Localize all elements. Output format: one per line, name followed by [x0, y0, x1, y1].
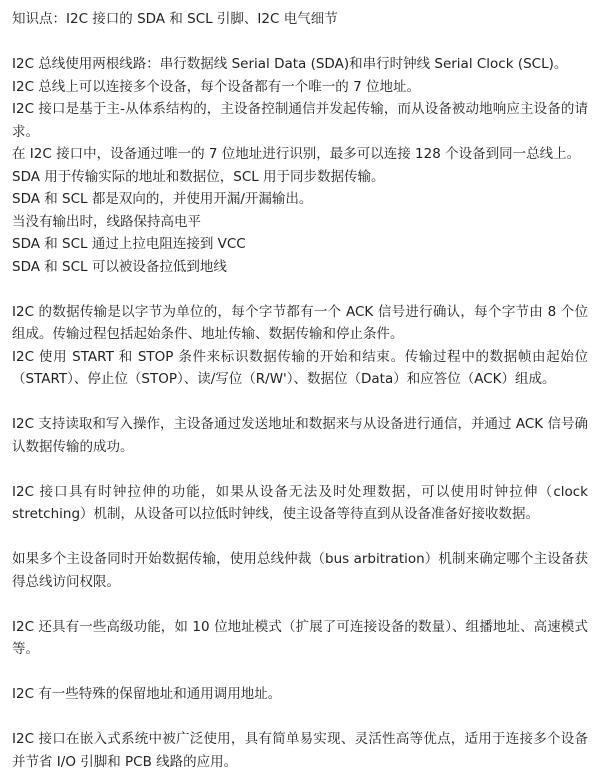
electrical-line-roles: SDA 用于传输实际的地址和数据位，SCL 用于同步数据传输。: [12, 168, 385, 185]
paragraph-byte-transfer: I2C 的数据传输是以字节为单位的，每个字节都有一个 ACK 信号进行确认，每个字节由 8 个位组成。传输过程包括起始条件、地址传输、数据传输和停止条件。: [12, 303, 588, 342]
spacer: [12, 593, 588, 616]
document-body: [12, 8, 588, 773]
intro-line-bus-lines: I2C 总线使用两根线路：串行数据线 Serial Data (SDA)和串行时钟线 Serial Clock (SCL)。: [12, 56, 568, 72]
topic-heading: 知识点：I2C 接口的 SDA 和 SCL 引脚、I2C 电气细节: [12, 11, 338, 27]
paragraph-reserved-addresses: I2C 有一些特殊的保留地址和通用调用地址。: [12, 686, 282, 702]
electrical-line-pull-low: SDA 和 SCL 可以被设备拉低到地线: [12, 258, 227, 275]
spacer: [12, 278, 588, 301]
spacer: [12, 31, 588, 54]
paragraph-embedded-usage: I2C 接口在嵌入式系统中被广泛使用，具有简单易实现、灵活性高等优点，适用于连接多个设备并节省 I/O 引脚和 PCB 线路的应用。: [12, 731, 588, 770]
paragraph-advanced-features: I2C 还具有一些高级功能，如 10 位地址模式（扩展了可连接设备的数量）、组播地址、高速模式等。: [12, 618, 588, 657]
spacer: [12, 391, 588, 414]
paragraph-addressing: 在 I2C 接口中，设备通过唯一的 7 位地址进行识别，最多可以连接 128 个设备到同一总线上。: [12, 146, 581, 162]
paragraph-read-write: I2C 支持读取和写入操作，主设备通过发送地址和数据来与从设备进行通信，并通过 ACK 信号确认数据传输的成功。: [12, 416, 588, 455]
spacer: [12, 661, 588, 684]
electrical-line-open-drain: SDA 和 SCL 都是双向的，并使用开漏/开漏输出。: [12, 191, 313, 207]
paragraph-bus-arbitration: 如果多个主设备同时开始数据传输，使用总线仲裁（bus arbitration）机制来确定哪个主设备获得总线访问权限。: [12, 551, 588, 590]
electrical-line-idle-high: 当没有输出时，线路保持高电平: [12, 213, 201, 230]
paragraph-start-stop: I2C 使用 START 和 STOP 条件来标识数据传输的开始和结束。传输过程中的数据帧由起始位（START）、停止位（STOP）、读/写位（R/W'）、数据位（Data）和应答位（ACK）组成。: [12, 348, 588, 387]
spacer: [12, 458, 588, 481]
paragraph-clock-stretching: I2C 接口具有时钟拉伸的功能，如果从设备无法及时处理数据，可以使用时钟拉伸（clock stretching）机制，从设备可以拉低时钟线，使主设备等待直到从设备准备好接收数据。: [12, 483, 588, 522]
spacer: [12, 526, 588, 549]
electrical-line-pullup: SDA 和 SCL 通过上拉电阻连接到 VCC: [12, 236, 246, 252]
intro-line-device-address: I2C 总线上可以连接多个设备，每个设备都有一个唯一的 7 位地址。: [12, 78, 420, 95]
paragraph-master-slave: I2C 接口是基于主-从体系结构的，主设备控制通信并发起传输，而从设备被动地响应主设备的请求。: [12, 101, 588, 140]
spacer: [12, 706, 588, 729]
